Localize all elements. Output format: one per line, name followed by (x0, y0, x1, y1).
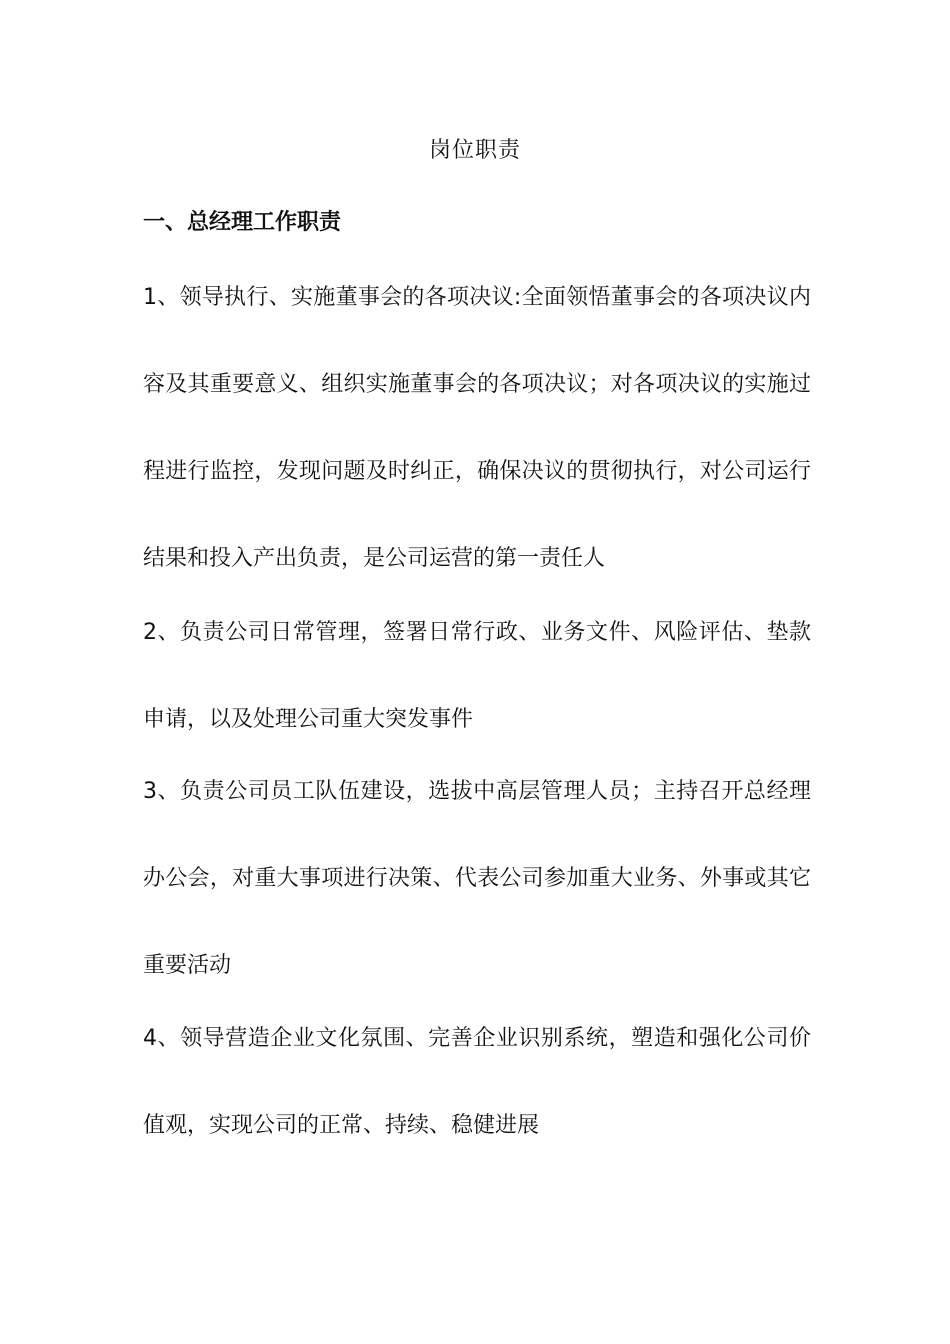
page-title: 岗位职责 (428, 138, 521, 163)
duty-paragraph-2: 2、负责公司日常管理，签署日常行政、业务文件、风险评估、垫款申请，以及处理公司重大突发事件 (143, 620, 811, 732)
duty-paragraph-3: 3、负责公司员工队伍建设，选拔中高层管理人员；主持召开总经理办公会，对重大事项进行决策、代表公司参加重大业务、外事或其它重要活动 (143, 779, 811, 978)
duty-paragraph-4: 4、领导营造企业文化氛围、完善企业识别系统，塑造和强化公司价值观，实现公司的正常、持续、稳健进展 (143, 1026, 811, 1138)
duty-paragraph-1: 1、领导执行、实施董事会的各项决议:全面领悟董事会的各项决议内容及其重要意义、组织实施董事会的各项决议；对各项决议的实施过程进行监控，发现问题及时纠正，确保决议的贯彻执行，对公司运行结果和投入产出负责，是公司运营的第一责任人 (143, 285, 811, 571)
section-heading: 一、总经理工作职责 (143, 210, 342, 235)
